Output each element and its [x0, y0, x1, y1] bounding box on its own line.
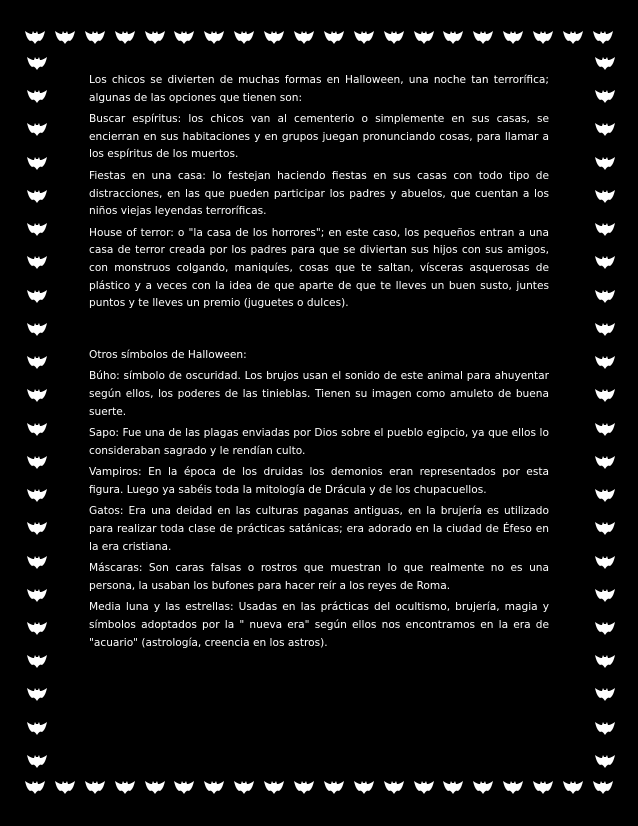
bat-icon: [532, 778, 554, 796]
bat-icon: [594, 685, 616, 703]
bat-icon: [594, 719, 616, 737]
bat-icon: [594, 187, 616, 205]
bat-icon: [594, 652, 616, 670]
bat-icon: [594, 87, 616, 105]
bat-icon: [26, 719, 48, 737]
bat-icon: [594, 253, 616, 271]
bat-icon: [54, 28, 76, 46]
paragraph: Sapo: Fue una de las plagas enviadas por Dios sobre el pueblo egipcio, ya que ellos lo consideraban sagrado y le rendían culto.: [89, 427, 549, 457]
bat-icon: [173, 28, 195, 46]
bat-icon: [594, 619, 616, 637]
bat-icon: [26, 154, 48, 172]
bat-icon: [594, 320, 616, 338]
paragraph: House of terror: o "la casa de los horrores"; en este caso, los pequeños entran a una casa de terror creada por los padres para que se diviertan sus hijos con sus amigos, con monstruos colgando, maniquíes, cosas que te saltan, vísceras asquerosas de plástico y a veces con la idea de que aparte de que te lleves un buen susto, juntes puntos y te lleves un premio (juguetes o dulces).: [89, 226, 549, 310]
bat-icon: [442, 28, 464, 46]
bat-icon: [263, 28, 285, 46]
bat-icon: [594, 519, 616, 537]
bat-icon: [26, 353, 48, 371]
paragraph: Fiestas en una casa: lo festejan haciendo fiestas en sus casas con todo tipo de distracciones, en las que pueden participar los padres y abuelos, que cuentan a los niños viejas leyendas terroríficas.: [89, 169, 549, 218]
paragraph: Vampiros: En la época de los druidas los demonios eran representados por esta figura. Luego ya sabéis toda la mitología de Drácula y de los chupacuellos.: [89, 466, 549, 496]
bat-icon: [26, 187, 48, 205]
bat-icon: [594, 287, 616, 305]
document-body: [89, 72, 549, 656]
bat-icon: [594, 553, 616, 571]
bat-icon: [26, 652, 48, 670]
bat-icon: [562, 778, 584, 796]
paragraph: Otros símbolos de Halloween:: [89, 348, 247, 361]
bat-icon: [26, 420, 48, 438]
bat-icon: [594, 586, 616, 604]
bat-icon: [84, 28, 106, 46]
bat-icon: [26, 87, 48, 105]
bat-icon: [54, 778, 76, 796]
bat-icon: [594, 486, 616, 504]
paragraph: Búho: símbolo de oscuridad. Los brujos usan el sonido de este animal para ahuyentar según ellos, los poderes de las tinieblas. Tienen su imagen como amuleto de buena suerte.: [89, 370, 549, 418]
paragraph: Máscaras: Son caras falsas o rostros que muestran lo que realmente no es una persona, la usaban los bufones para hacer reír a los reyes de Roma.: [89, 562, 549, 592]
bat-icon: [562, 28, 584, 46]
bat-icon: [323, 778, 345, 796]
bat-icon: [24, 28, 46, 46]
bat-icon: [592, 28, 614, 46]
bat-icon: [26, 586, 48, 604]
bat-icon: [353, 28, 375, 46]
bat-icon: [293, 28, 315, 46]
bat-icon: [594, 752, 616, 770]
bat-icon: [114, 28, 136, 46]
bat-icon: [203, 28, 225, 46]
bat-icon: [26, 253, 48, 271]
bat-icon: [532, 28, 554, 46]
bat-icon: [293, 778, 315, 796]
bat-icon: [594, 220, 616, 238]
bat-icon: [592, 778, 614, 796]
activities-section: [89, 72, 549, 313]
bat-icon: [413, 778, 435, 796]
bat-border-right: [594, 54, 616, 770]
bat-icon: [114, 778, 136, 796]
bat-icon: [26, 519, 48, 537]
bat-icon: [26, 220, 48, 238]
paragraph: Media luna y las estrellas: Usadas en las prácticas del ocultismo, brujería, magia y símbolos adoptados por la " nueva era" según ellos nos encontramos en la era de "acuario" (astrología, creencia en los astros).: [89, 601, 549, 649]
bat-icon: [594, 353, 616, 371]
bat-icon: [594, 453, 616, 471]
bat-icon: [233, 28, 255, 46]
bat-icon: [26, 54, 48, 72]
bat-icon: [594, 386, 616, 404]
bat-icon: [323, 28, 345, 46]
paragraph: Buscar espíritus: los chicos van al cementerio o simplemente en sus casas, se encierran en sus habitaciones y en grupos juegan pronunciando cosas, para llamar a los espíritus de los muertos.: [89, 113, 549, 161]
bat-icon: [594, 420, 616, 438]
bat-icon: [472, 778, 494, 796]
bat-icon: [84, 778, 106, 796]
bat-icon: [203, 778, 225, 796]
bat-icon: [144, 778, 166, 796]
bat-icon: [413, 28, 435, 46]
bat-icon: [26, 685, 48, 703]
bat-icon: [26, 287, 48, 305]
bat-icon: [173, 778, 195, 796]
bat-icon: [26, 752, 48, 770]
bat-icon: [144, 28, 166, 46]
bat-icon: [26, 486, 48, 504]
bat-icon: [263, 778, 285, 796]
bat-icon: [26, 386, 48, 404]
bat-icon: [383, 28, 405, 46]
section-gap: [89, 317, 549, 347]
bat-border-top: [24, 28, 614, 48]
paragraph: Los chicos se divierten de muchas formas en Halloween, una noche tan terrorífica; algunas de las opciones que tienen son:: [89, 74, 549, 104]
bat-icon: [594, 54, 616, 72]
bat-icon: [26, 553, 48, 571]
bat-icon: [502, 778, 524, 796]
bat-icon: [26, 120, 48, 138]
bat-icon: [472, 28, 494, 46]
bat-border-bottom: [24, 778, 614, 798]
bat-icon: [594, 154, 616, 172]
bat-icon: [26, 619, 48, 637]
symbols-section: [89, 347, 549, 653]
bat-icon: [383, 778, 405, 796]
bat-icon: [502, 28, 524, 46]
bat-icon: [442, 778, 464, 796]
bat-border-left: [26, 54, 48, 770]
bat-icon: [24, 778, 46, 796]
bat-icon: [233, 778, 255, 796]
bat-icon: [594, 120, 616, 138]
bat-icon: [26, 320, 48, 338]
bat-icon: [26, 453, 48, 471]
bat-icon: [353, 778, 375, 796]
paragraph: Gatos: Era una deidad en las culturas paganas antiguas, en la brujería es utilizado para realizar toda clase de prácticas satánicas; era adorado en la ciudad de Éfeso en la era cristiana.: [89, 505, 549, 553]
